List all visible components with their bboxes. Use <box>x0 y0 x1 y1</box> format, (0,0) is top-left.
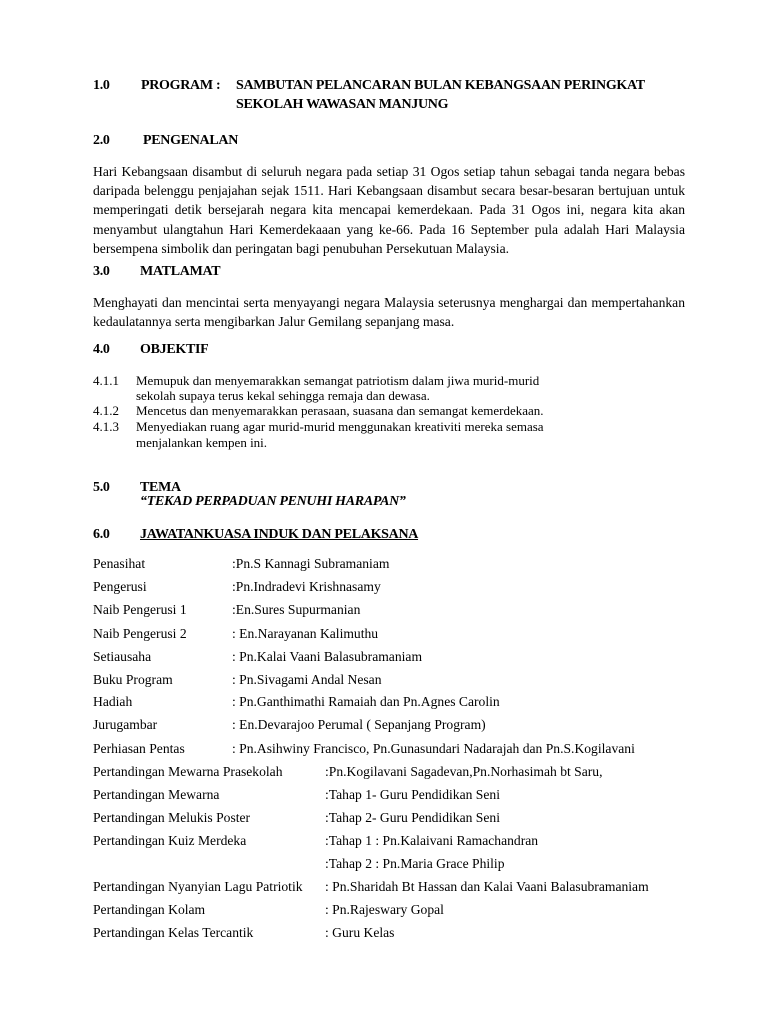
committee-role: Hadiah <box>93 694 133 709</box>
matlamat-paragraph: Menghayati dan mencintai serta menyayangi negara Malaysia seterusnya menghargai dan mempertahankan kedaulatannya serta mengibarkan Jalur Gemilang sepanjang masa. <box>93 295 685 330</box>
section-heading-pengenalan: PENGENALAN <box>143 133 239 148</box>
committee-member: :Tahap 1- Guru Pendidikan Seni <box>325 787 500 802</box>
tema-text: “TEKAD PERPADUAN PENUHI HARAPAN” <box>140 494 406 509</box>
section-heading-matlamat: MATLAMAT <box>140 264 221 279</box>
committee-member: :Tahap 2- Guru Pendidikan Seni <box>325 810 500 825</box>
committee-member: : Pn.Kalai Vaani Balasubramaniam <box>232 649 423 664</box>
program-title-line1: SAMBUTAN PELANCARAN BULAN KEBANGSAAN PERINGKAT <box>236 78 645 93</box>
section-number: 6.0 <box>93 527 110 542</box>
objective-number: 4.1.1 <box>93 373 119 388</box>
committee-role: Pertandingan Mewarna <box>93 787 220 802</box>
committee-member: : Pn.Ganthimathi Ramaiah dan Pn.Agnes Carolin <box>232 694 500 709</box>
section-number: 3.0 <box>93 264 110 279</box>
committee-member: : En.Devarajoo Perumal ( Sepanjang Program) <box>232 717 486 732</box>
committee-role: Perhiasan Pentas <box>93 741 185 756</box>
section-heading-jawatankuasa: JAWATANKUASA INDUK DAN PELAKSANA <box>140 527 419 542</box>
committee-role: Pengerusi <box>93 579 147 594</box>
committee-role: Pertandingan Kolam <box>93 902 206 917</box>
section-number: 2.0 <box>93 133 110 148</box>
committee-member: :Tahap 2 : Pn.Maria Grace Philip <box>325 856 505 871</box>
committee-member: :Pn.S Kannagi Subramaniam <box>232 556 390 571</box>
committee-role: Pertandingan Melukis Poster <box>93 810 251 825</box>
objective-text-cont: menjalankan kempen ini. <box>136 435 268 450</box>
objective-text-cont: sekolah supaya terus kekal sehingga remaja dan dewasa. <box>136 388 430 403</box>
committee-member: : Pn.Asihwiny Francisco, Pn.Gunasundari Nadarajah dan Pn.S.Kogilavani <box>232 741 635 756</box>
committee-member: : Pn.Rajeswary Gopal <box>325 902 444 917</box>
committee-role: Pertandingan Mewarna Prasekolah <box>93 764 283 779</box>
pengenalan-paragraph: Hari Kebangsaan disambut di seluruh negara pada setiap 31 Ogos setiap tahun sebagai tanda negara bebas daripada belenggu penjajahan sejak 1511. Hari Kebangsaan disambut secara besar-besaran bertujuan untuk memperingati detik bersejarah negara kita mencapai kemerdekaan. Pada 31 Ogos ini, negara kita akan menyambut ulangtahun Hari Kemerdekaaan yang ke-66. Pada 16 September pula adalah Hari Malaysia bersempena simbolik dan peringatan bagi penubuhan Persekutuan Malaysia. <box>93 164 685 256</box>
committee-member: :En.Sures Supurmanian <box>232 602 361 617</box>
section-heading-tema: TEMA <box>140 480 181 495</box>
program-title-line2: SEKOLAH WAWASAN MANJUNG <box>236 97 449 112</box>
committee-role: Pertandingan Kuiz Merdeka <box>93 833 247 848</box>
committee-role: Jurugambar <box>93 717 158 732</box>
committee-role: Pertandingan Nyanyian Lagu Patriotik <box>93 879 303 894</box>
objective-number: 4.1.2 <box>93 403 119 418</box>
committee-role: Pertandingan Kelas Tercantik <box>93 925 254 940</box>
section-number: 5.0 <box>93 480 110 495</box>
committee-role: Naib Pengerusi 1 <box>93 602 187 617</box>
objective-text: Memupuk dan menyemarakkan semangat patriotism dalam jiwa murid-murid <box>136 373 540 388</box>
section-number: 1.0 <box>93 78 110 93</box>
section-number: 4.0 <box>93 342 110 357</box>
committee-role: Naib Pengerusi 2 <box>93 626 187 641</box>
committee-member: :Tahap 1 : Pn.Kalaivani Ramachandran <box>325 833 539 848</box>
objective-number: 4.1.3 <box>93 419 119 434</box>
committee-role: Buku Program <box>93 672 173 687</box>
committee-member: :Pn.Indradevi Krishnasamy <box>232 579 381 594</box>
committee-member: : Pn.Sharidah Bt Hassan dan Kalai Vaani Balasubramaniam <box>325 879 649 894</box>
section-heading-objektif: OBJEKTIF <box>140 342 209 357</box>
committee-role: Setiausaha <box>93 649 152 664</box>
program-label: PROGRAM : <box>141 78 221 93</box>
committee-role: Penasihat <box>93 556 146 571</box>
committee-member: : Guru Kelas <box>325 925 395 940</box>
objective-text: Menyediakan ruang agar murid-murid menggunakan kreativiti mereka semasa <box>136 419 544 434</box>
committee-member: :Pn.Kogilavani Sagadevan,Pn.Norhasimah bt Saru, <box>325 764 603 779</box>
objective-text: Mencetus dan menyemarakkan perasaan, suasana dan semangat kemerdekaan. <box>136 403 544 418</box>
committee-member: : Pn.Sivagami Andal Nesan <box>232 672 382 687</box>
committee-member: : En.Narayanan Kalimuthu <box>232 626 379 641</box>
